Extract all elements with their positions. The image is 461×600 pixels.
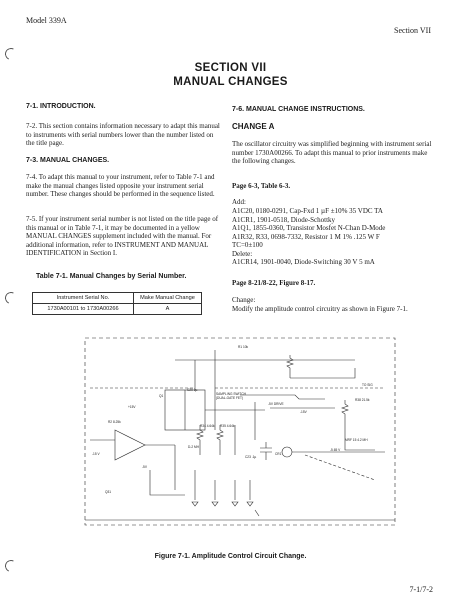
schematic-label: -5.65 V [330, 448, 341, 452]
delete-line: A1CR14, 1901-0040, Diode-Switching 30 V 5 mA [232, 258, 375, 266]
add-line: A1Q1, 1855-0360, Transistor Mosfet N-Chan D-Mode [232, 224, 386, 232]
table-title: Table 7-1. Manual Changes by Serial Number. [36, 273, 187, 280]
schematic-label: TO SIG [362, 383, 373, 387]
schematic-label: +15V [128, 405, 136, 409]
figure-caption: Figure 7-1. Amplitude Control Circuit Change. [154, 553, 307, 560]
paragraph-7-4: 7-4. To adapt this manual to your instrument, refer to Table 7-1 and make the manual changes listed opposite your instrument serial number. These changes should be performed in the sequence listed. [26, 173, 215, 199]
schematic-label: C23 .1µ [245, 455, 257, 459]
schematic-label: SAMPLING SWITCH (DUAL-GATE FET) [216, 392, 246, 400]
heading-change-instructions: 7-6. MANUAL CHANGE INSTRUCTIONS. [232, 106, 365, 113]
paragraph-7-5: 7-5. If your instrument serial number is not listed on the title page of this manual or in Table 7-1, it may be documented in a yellow MANUAL CHANGES supplement included with the manual. For additional information, refer to INSTRUMENT AND MANUAL IDENTIFICATION in Section I. [26, 215, 219, 258]
page-number: 7-1/7-2 [409, 585, 433, 594]
schematic-label: Q31 [105, 490, 112, 494]
schematic-label: R38 21.5k [355, 398, 370, 402]
change-text: Modify the amplitude control circuitry as shown in Figure 7-1. [232, 305, 408, 313]
change-label: Change: [232, 296, 256, 304]
schematic-label: Q1 [159, 394, 164, 398]
table-cell: A [134, 304, 202, 315]
schematic-label: CR1 [275, 452, 282, 456]
add-label: Add: [232, 198, 246, 206]
schematic-label: R35 4.64k [220, 424, 235, 428]
punch-hole-icon [3, 558, 18, 573]
heading-manual-changes: 7-3. MANUAL CHANGES. [26, 157, 110, 164]
paragraph-change-a: The oscillator circuitry was simplified beginning with instrument serial number 1730A00266. To adapt this manual to prior instruments make the following changes. [232, 140, 432, 166]
punch-hole-icon [3, 46, 18, 61]
page-ref-8-21: Page 8-21/8-22, Figure 8-17. [232, 279, 316, 287]
add-line: A1R32, R33, 0698-7332, Resistor 1 M 1% .125 W F [232, 232, 380, 241]
page-ref-6-3: Page 6-3, Table 6-3. [232, 182, 291, 190]
schematic-label: -5V DRIVE [268, 402, 284, 406]
section-subtitle: MANUAL CHANGES [173, 76, 288, 88]
paragraph-7-2: 7-2. This section contains information necessary to adapt this manual to instruments with serial numbers lower than the number listed on the title page. [26, 122, 220, 148]
schematic-label: C20 1µ [187, 388, 198, 392]
change-a-heading: CHANGE A [232, 122, 275, 131]
schematic-label: MRF 15 4.2 MH [345, 438, 368, 442]
add-line: A1C20, 0180-0291, Cap-Fxd 1 µF ±10% 35 VDC TA [232, 207, 383, 215]
table-cell: 1730A00101 to 1730A00266 [33, 304, 134, 315]
table-header: Instrument Serial No. [33, 293, 134, 304]
serial-table [32, 292, 202, 315]
schematic-label: -15V [300, 410, 307, 414]
section-title: SECTION VII [194, 62, 267, 74]
schematic-label: D-2 MH [188, 445, 199, 449]
heading-introduction: 7-1. INTRODUCTION. [26, 103, 96, 110]
schematic-label: R2 8.25k [108, 420, 121, 424]
add-line: TC=0±100 [232, 241, 263, 249]
model-label: Model 339A [26, 16, 67, 25]
table-row [33, 304, 202, 315]
add-line: A1CR1, 1901-0518, Diode-Schottky [232, 215, 336, 224]
schematic-label: R1 10k [238, 345, 249, 349]
table-header: Make Manual Change [134, 293, 202, 304]
delete-label: Delete: [232, 249, 253, 258]
section-label: Section VII [394, 26, 431, 35]
schematic-label: -5V [142, 465, 147, 469]
schematic-label: -15 V [92, 452, 100, 456]
punch-hole-icon [3, 290, 18, 305]
amplitude-control-schematic [55, 330, 405, 540]
schematic-label: R34 4.64k [200, 424, 215, 428]
